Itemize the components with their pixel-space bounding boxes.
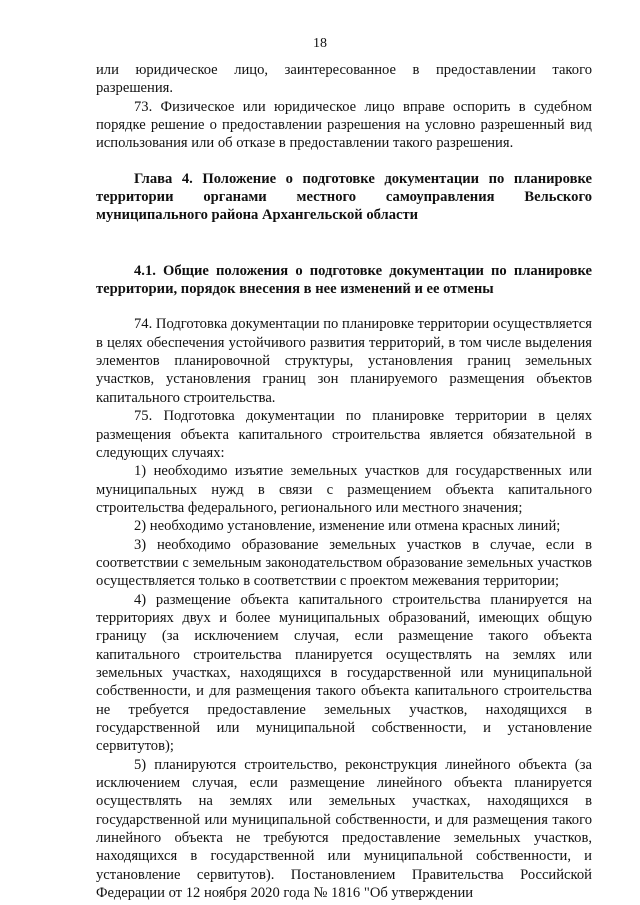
paragraph-74: 74. Подготовка документации по планировке территории осуществляется в целях обеспечения устойчивого развития территорий, в том числе выделения элементов планировочной структуры, установления границ земельных участков, установления границ зон планируемого размещения объектов капитального строительства. (96, 316, 592, 406)
chapter-4-heading: Глава 4. Положение о подготовке документации по планировке территории органами местного самоуправления Вельского муниципального района Архангельской области (96, 170, 592, 224)
paragraph-73: 73. Физическое или юридическое лицо вправе оспорить в судебном порядке решение о предоставлении разрешения на условно разрешенный вид использования или об отказе в предоставлении такого разрешения. (96, 98, 592, 152)
page-number: 18 (313, 36, 327, 51)
list-item-2: 2) необходимо установление, изменение или отмена красных линий; (134, 518, 561, 535)
list-item-4: 4) размещение объекта капитального строительства планируется на территориях двух и более муниципальных образований, имеющих общую границу (за исключением случая, если размещение такого объекта капитального строительства планируется осуществлять на землях или земельных участках, находящихся в государственной или муниципальной собственности, и для размещения такого объекта капитального строительства не требуется предоставление земельных участков, находящихся в государственной или муниципальной собственности, и установление сервитутов); (96, 591, 592, 755)
list-item-1: 1) необходимо изъятие земельных участков для государственных или муниципальных нужд в связи с размещением объекта капитального строительства федерального, регионального или местного значения; (96, 463, 592, 516)
section-4-1-heading: 4.1. Общие положения о подготовке документации по планировке территории, порядок внесения в нее изменений и ее отмены (96, 262, 592, 298)
list-item-3: 3) необходимо образование земельных участков в случае, если в соответствии с земельным законодательством образование земельных участков осуществляется только в соответствии с проектом межевания территории; (96, 536, 592, 590)
paragraph-75: 75. Подготовка документации по планировке территории в целях размещения объекта капитального строительства является обязательной в следующих случаях: (96, 408, 592, 461)
document-body (96, 61, 592, 902)
paragraph-continuation: или юридическое лицо, заинтересованное в предоставлении такого разрешения. (96, 62, 592, 97)
list-item-5: 5) планируются строительство, реконструкция линейного объекта (за исключением случая, если размещение линейного объекта планируется осуществлять на землях или земельных участках, находящихся в государственной или муниципальной собственности, и для размещения такого линейного объекта не требуются предоставление земельных участков, находящихся в государственной или муниципальной собственности, и установление сервитутов). Постановлением Правительства Российской Федерации от 12 ноября 2020 года № 1816 "Об утверждении (96, 756, 592, 902)
